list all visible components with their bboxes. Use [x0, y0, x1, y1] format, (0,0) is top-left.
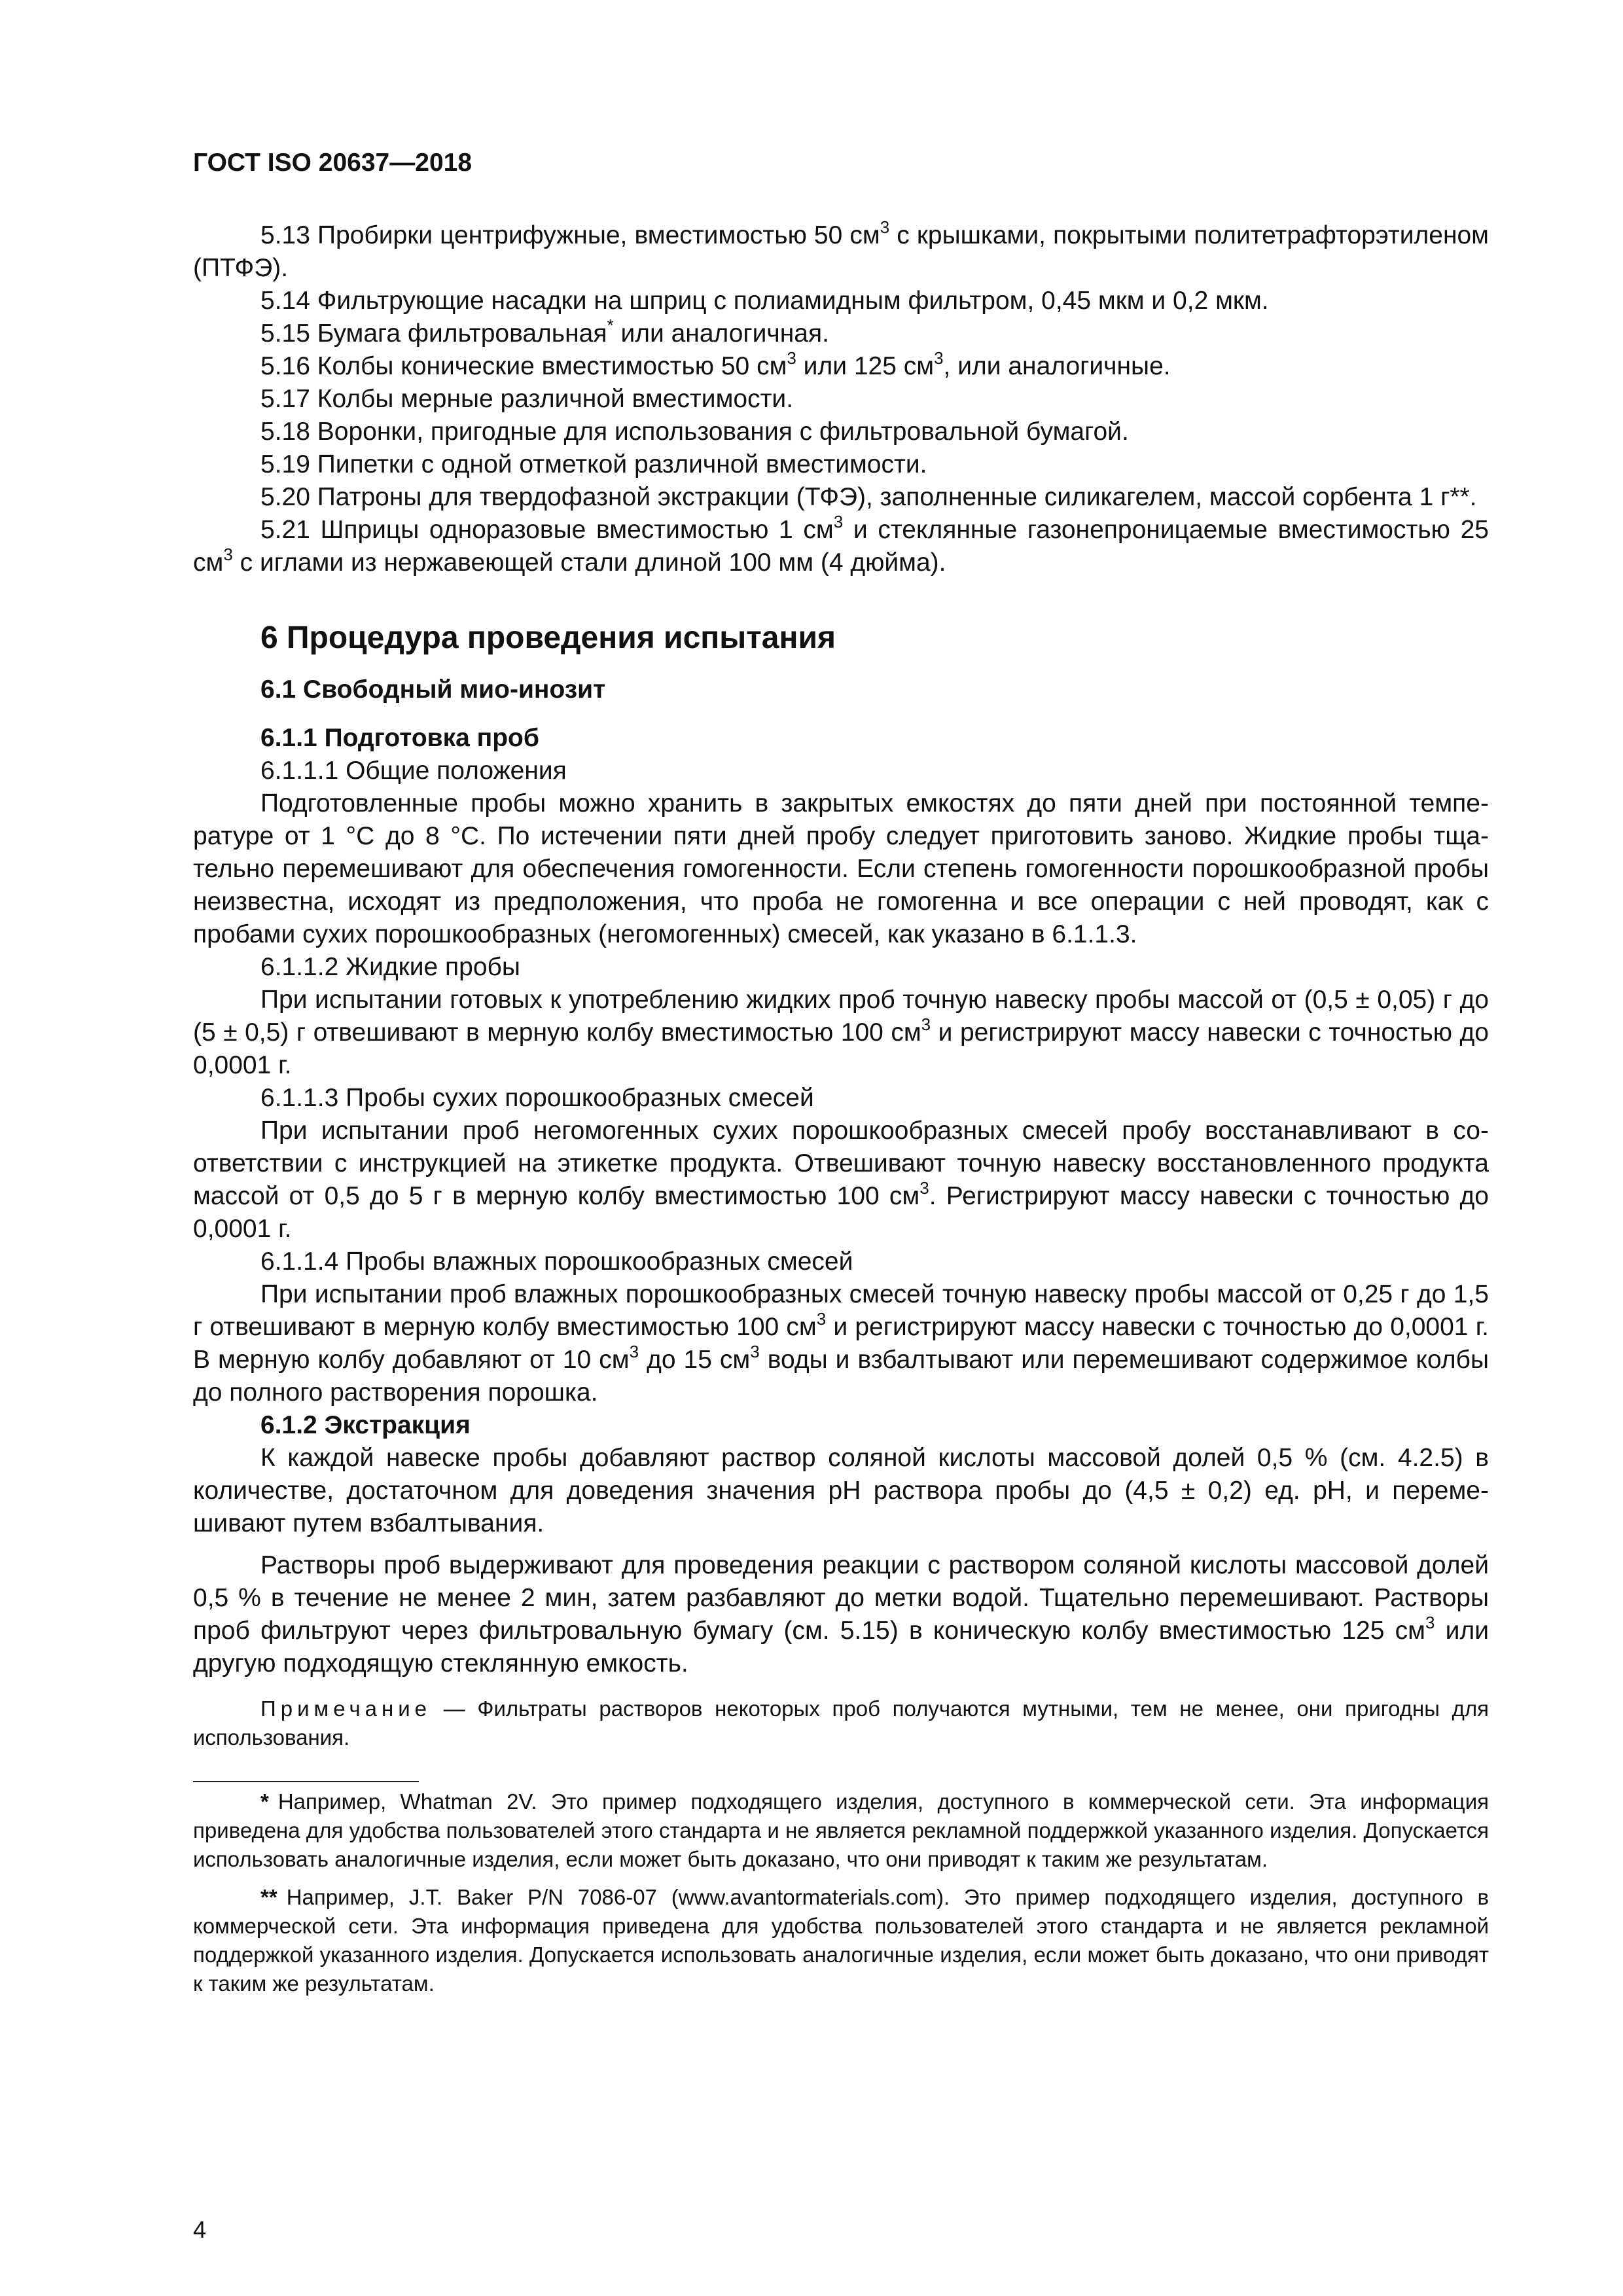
item-5-20: 5.20 Патроны для твердофазной экстракции (ТФЭ), заполненные силикагелем, массой сорбента 1 г**. [260, 483, 1477, 511]
item-5-19: 5.19 Пипетки с одной отметкой различной вместимости. [260, 450, 927, 478]
footnote-1 [193, 1787, 1489, 1874]
subsection-6-1-1-heading: 6.1.1 Подготовка проб [260, 724, 539, 752]
item-5-14: 5.14 Фильтрующие насадки на шприц с полиамидным фильтром, 0,45 мкм и 0,2 мкм. [260, 287, 1269, 315]
subsection-6-1-2-heading: 6.1.2 Экстракция [260, 1411, 471, 1439]
footnote-divider [193, 1781, 419, 1782]
footnote-1-mark: * [260, 1789, 269, 1814]
footnote-1-text: Например, Whatman 2V. Это пример подходящего изделия, доступного в коммерческой сети. Эта информация приведена для удобства пользователей этого стандарта и не является рекламной поддержкой указанного изделия. Допускается использовать аналогичные изделия, если может быть доказано, что они приводят к таким же результатам. [193, 1789, 1489, 1871]
item-5-21: 5.21 Шприцы одноразовые вместимостью 1 $см^3$ и стеклянные газонепроницаемые вместимостью 25 $см^3$ с иглами из нержавеющей стали длиной 100 мм (4 дюйма). [193, 512, 1489, 577]
clause-6-1-1-4-text: При испытании проб влажных порошкообразных смесей точную навеску пробы массой от 0,25 г до 1,5 г отвешивают в мерную колбу вместимостью 100 $см^3$ и регистрируют массу навески с точностью до 0,0001 г. В мерную колбу добавляют от 10 $см^3$ до 15 $см^3$ воды и взбалтывают или перемешивают содержимое колбы до полного растворения порошка. [193, 1280, 1489, 1407]
note [193, 1695, 1489, 1752]
note-label: Примечание [260, 1696, 432, 1721]
document-page [193, 147, 1489, 2007]
subsection-6-1-heading: 6.1 Свободный мио-инозит [260, 675, 606, 704]
footnote-2-text: Например, J.T. Baker P/N 7086-07 (www.avantormaterials.com). Это пример подходящего изделия, доступного в коммерческой сети. Эта информация приведена для удобства пользователей этого стандарта и не является рекламной поддержкой указанного изделия. Допускается использовать аналогичные изделия, если может быть доказано, что они приводят к таким же результатам. [193, 1885, 1489, 1996]
clause-6-1-2-paragraph-2: Растворы проб выдерживают для проведения реакции с раствором соляной кислоты массовой долей 0,5 % в течение не менее 2 мин, затем разбавляют до метки водой. Тщательно перемешивают. Растворы проб фильтруют через фильтровальную бумагу (см. 5.15) в коническую колбу вместимостью 125 $см^3$ или другую подходящую стеклянную емкость. [193, 1551, 1489, 1677]
clause-6-1-2-paragraph-1: К каждой навеске пробы добавляют раствор соляной кислоты массовой долей 0,5 % (см. 4.2.5) в количестве, достаточном для доведения значения pH раствора пробы до (4,5 ± 0,2) ед. pH, и перемешивают путем взбалтывания. [193, 1444, 1489, 1537]
clause-6-1-1-2-text: При испытании готовых к употреблению жидких проб точную навеску пробы массой от (0,5 ± 0,05) г до (5 ± 0,5) г отвешивают в мерную колбу вместимостью 100 $см^3$ и регистрируют массу навески с точностью до 0,0001 г. [193, 986, 1489, 1079]
note-text: — Фильтраты растворов некоторых проб получаются мутными, тем не менее, они пригодны для использования. [193, 1696, 1489, 1749]
clause-6-1-1-4-title: 6.1.1.4 Пробы влажных порошкообразных смесей [260, 1247, 853, 1276]
clause-6-1-1-3-title: 6.1.1.3 Пробы сухих порошкообразных смесей [260, 1084, 814, 1112]
clause-6-1-1-3-text: При испытании проб негомогенных сухих порошкообразных смесей пробу восстанавливают в соответствии с инструкцией на этикетке продукта. Отвешивают точную навеску восстановленного продукта массой от 0,5 до 5 г в мерную колбу вместимостью 100 $см^3$. Регистрируют массу навески с точностью до 0,0001 г. [193, 1117, 1489, 1243]
section-6-heading: 6 Процедура проведения испытания [260, 620, 836, 655]
document-header: ГОСТ ISO 20637—2018 [193, 149, 473, 177]
item-5-18: 5.18 Воронки, пригодные для использования с фильтровальной бумагой. [260, 418, 1129, 446]
page-number: 4 [193, 2216, 207, 2243]
item-5-15: 5.15 Бумага фильтровальная* или аналогичная. [260, 315, 829, 348]
clause-6-1-1-1-title: 6.1.1.1 Общие положения [260, 757, 567, 785]
item-5-16: 5.16 Колбы конические вместимостью 50 $см^3$ или 125 $см^3$, или аналогичные. [260, 348, 1171, 380]
footnote-2 [193, 1883, 1489, 1998]
item-5-13: 5.13 Пробирки центрифужные, вместимостью 50 $см^3$ с крышками, покрытыми политетрафторэтиленом (ПТФЭ). [193, 217, 1489, 282]
clause-6-1-1-1-text: Подготовленные пробы можно хранить в закрытых емкостях до пяти дней при постоянной температуре от 1 °С до 8 °С. По истечении пяти дней пробу следует приготовить заново. Жидкие пробы тщательно перемешивают для обеспечения гомогенности. Если степень гомогенности порошкообразной пробы неизвестна, исходят из предположения, что проба не гомогенна и все операции с ней проводят, как с пробами сухих порошкообразных (негомогенных) смесей, как указано в 6.1.1.3. [193, 789, 1489, 948]
footnote-2-mark: ** [260, 1885, 277, 1909]
item-5-17: 5.17 Колбы мерные различной вместимости. [260, 385, 794, 413]
clause-6-1-1-2-title: 6.1.1.2 Жидкие пробы [260, 953, 520, 981]
